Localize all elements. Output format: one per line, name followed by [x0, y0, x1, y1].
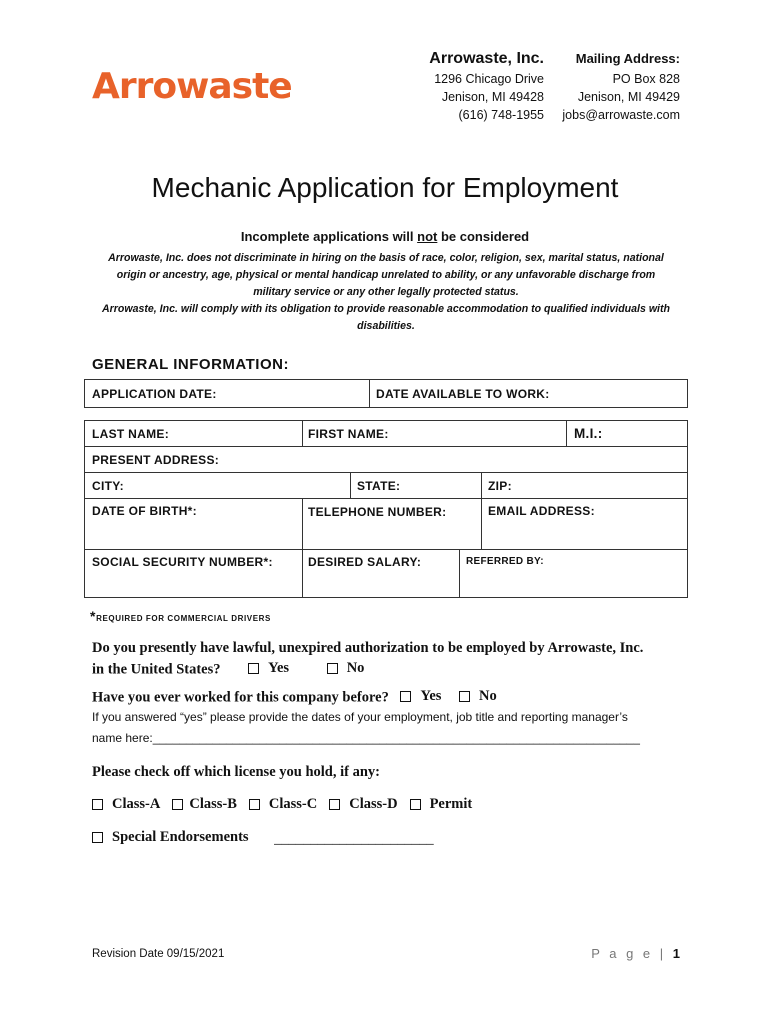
date-available-label[interactable]: DATE AVAILABLE TO WORK: — [376, 387, 550, 401]
company-street: 1296 Chicago Drive — [434, 72, 544, 86]
grid-line-3 — [84, 498, 688, 499]
class-c-label: Class-C — [268, 796, 318, 812]
explain-text — [92, 707, 640, 749]
worked-no-option[interactable] — [459, 686, 497, 706]
grid-line-1 — [84, 446, 688, 447]
referred-label[interactable]: REFERRED BY: — [466, 556, 544, 567]
license-permit[interactable] — [410, 796, 473, 813]
dob-divider — [302, 498, 303, 598]
auth-no-checkbox[interactable] — [327, 663, 338, 674]
city-label[interactable]: CITY: — [92, 479, 124, 493]
dob-label[interactable]: DATE OF BIRTH*: — [92, 504, 197, 518]
city-divider-1 — [350, 472, 351, 498]
company-city: Jenison, MI 49428 — [441, 90, 544, 104]
required-text: REQUIRED FOR COMMERCIAL DRIVERS — [96, 614, 271, 623]
salary-divider — [459, 549, 460, 598]
auth-no-option[interactable] — [327, 658, 365, 678]
worked-yes-label: Yes — [420, 688, 442, 704]
class-c-checkbox[interactable] — [249, 799, 260, 810]
mailing-email: jobs@arrowaste.com — [562, 108, 680, 122]
company-address — [429, 48, 544, 124]
class-a-label: Class-A — [112, 796, 161, 812]
explain-line-1: If you answered “yes” please provide the dates of your employment, job title and reporting manager’s — [92, 710, 628, 724]
last-name-label[interactable]: LAST NAME: — [92, 427, 169, 441]
special-endorsements — [92, 829, 434, 848]
class-b-checkbox[interactable] — [172, 799, 183, 810]
section-heading: GENERAL INFORMATION: — [92, 356, 289, 373]
company-name: Arrowaste, Inc. — [429, 50, 544, 67]
first-name-label[interactable]: FIRST NAME: — [308, 427, 389, 441]
grid-line-2 — [84, 472, 688, 473]
required-star: * — [90, 608, 97, 624]
page-title: Mechanic Application for Employment — [151, 172, 619, 203]
auth-no-label: No — [346, 660, 365, 676]
class-b-label: Class-B — [189, 796, 237, 812]
auth-yes-option[interactable] — [248, 658, 289, 678]
email-label[interactable]: EMAIL ADDRESS: — [488, 504, 595, 518]
company-phone: (616) 748-1955 — [458, 108, 544, 122]
name-divider-2 — [566, 420, 567, 446]
worked-no-checkbox[interactable] — [459, 691, 470, 702]
page-label: P a g e | — [591, 946, 667, 961]
class-d-checkbox[interactable] — [329, 799, 340, 810]
zip-label[interactable]: ZIP: — [488, 479, 512, 493]
ssn-label[interactable]: SOCIAL SECURITY NUMBER*: — [92, 555, 273, 569]
incomplete-emphasis: not — [417, 229, 438, 244]
special-endorsements-option[interactable] — [92, 829, 249, 846]
mi-label[interactable]: M.I.: — [574, 426, 603, 441]
required-note — [90, 608, 271, 624]
auth-question — [92, 638, 643, 680]
auth-question-line-2 — [92, 658, 643, 680]
salary-label[interactable]: DESIRED SALARY: — [308, 555, 422, 569]
license-question: Please check off which license you hold, if any: — [92, 764, 380, 780]
explain-line-2[interactable]: name here:_________________________________________________________________________ — [92, 731, 640, 745]
special-endorsements-checkbox[interactable] — [92, 832, 103, 843]
special-endorsements-blank[interactable]: ______________________ — [274, 831, 434, 847]
class-d-label: Class-D — [349, 796, 398, 812]
worked-no-label: No — [479, 688, 497, 704]
worked-yes-option[interactable] — [400, 686, 441, 706]
auth-yes-checkbox[interactable] — [248, 663, 259, 674]
license-class-d[interactable] — [329, 796, 397, 813]
special-endorsements-label: Special Endorsements — [112, 829, 249, 845]
city-divider-2 — [481, 472, 482, 549]
disclaimer-line-2: Arrowaste, Inc. will comply with its obligation to provide reasonable accommodation to qualified individuals with disabilities. — [101, 303, 671, 332]
license-options — [92, 796, 484, 815]
name-divider-1 — [302, 420, 303, 446]
incomplete-notice — [0, 229, 770, 244]
permit-label: Permit — [429, 796, 473, 812]
date-divider — [369, 379, 370, 408]
auth-question-line-1: Do you presently have lawful, unexpired authorization to be employed by Arrowaste, Inc. — [92, 640, 644, 656]
worked-before-question — [92, 686, 497, 708]
company-logo: Arrowaste — [92, 66, 292, 107]
mailing-city: Jenison, MI 49429 — [577, 90, 680, 104]
page-num: 1 — [672, 946, 680, 961]
mailing-box: PO Box 828 — [612, 72, 680, 86]
application-date-label[interactable]: APPLICATION DATE: — [92, 387, 217, 401]
revision-date: Revision Date 09/15/2021 — [92, 948, 225, 960]
license-class-c[interactable] — [249, 796, 317, 813]
incomplete-post: be considered — [437, 229, 530, 244]
worked-before-text: Have you ever worked for this company before? — [92, 689, 389, 706]
auth-yes-label: Yes — [268, 660, 290, 676]
mailing-address — [562, 48, 680, 124]
worked-yes-checkbox[interactable] — [400, 691, 411, 702]
license-class-b[interactable] — [172, 796, 237, 813]
auth-question-text: in the United States? — [92, 661, 221, 678]
disclaimer — [100, 250, 672, 335]
present-address-label[interactable]: PRESENT ADDRESS: — [92, 453, 220, 467]
license-class-a[interactable] — [92, 796, 160, 813]
page-number — [591, 946, 680, 961]
grid-line-4 — [84, 549, 688, 550]
permit-checkbox[interactable] — [410, 799, 421, 810]
class-a-checkbox[interactable] — [92, 799, 103, 810]
incomplete-pre: Incomplete applications will — [240, 229, 418, 244]
disclaimer-line-1: Arrowaste, Inc. does not discriminate in hiring on the basis of race, color, religion, sex, marital status, national origin or ancestry, age, physical or mental handicap unrelated to ability, or any unfavorable discharge from military service or any other legally protected status. — [108, 252, 664, 298]
state-label[interactable]: STATE: — [357, 479, 401, 493]
telephone-label[interactable]: TELEPHONE NUMBER: — [308, 505, 447, 519]
mailing-title: Mailing Address: — [575, 51, 680, 66]
